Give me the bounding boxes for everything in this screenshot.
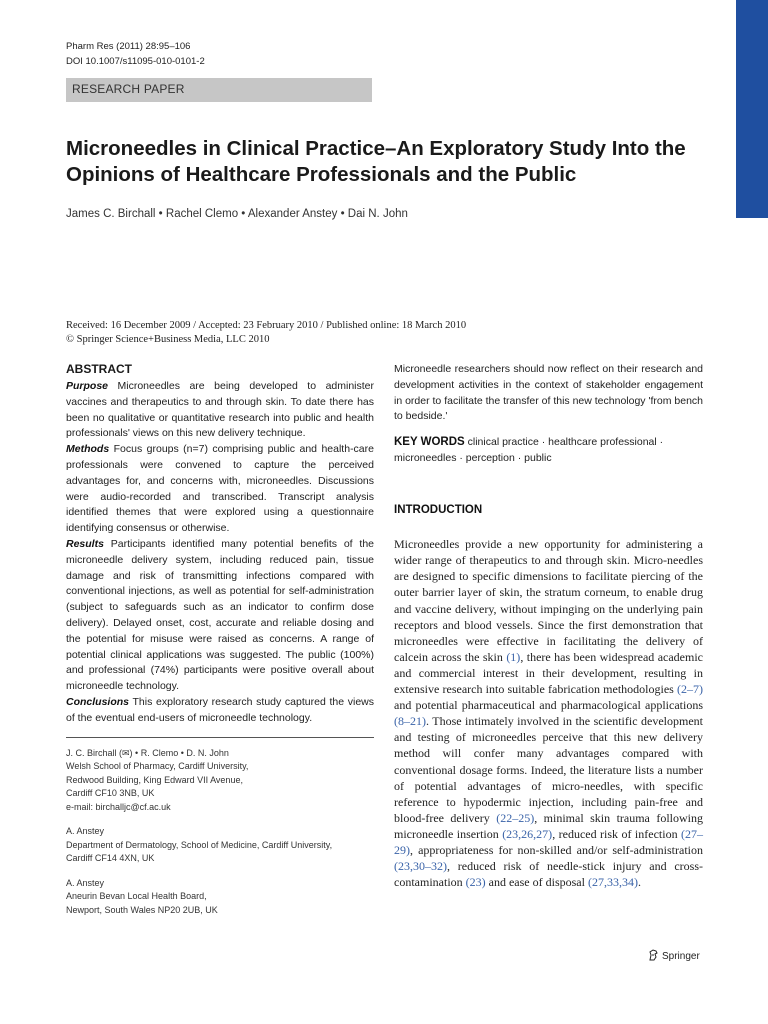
affiliation-block [66,747,374,815]
abstract-conclusions [66,695,374,727]
keywords [394,435,703,466]
affiliation-block [66,877,374,918]
right-column [394,362,703,890]
citation-link[interactable]: (23) [465,875,486,890]
citation-link[interactable]: (2–7) [677,682,703,697]
introduction-text: and potential pharmaceutical and pharmacological applications [394,698,703,713]
springer-horse-icon [648,949,659,964]
keywords-list: clinical practice · healthcare professional · microneedles · perception · public [394,436,664,464]
affiliation-line: A. Anstey [66,877,105,888]
introduction-text: and ease of disposal [485,875,588,890]
article-type-banner [66,78,372,102]
author-list: James C. Birchall • Rachel Clemo • Alexander Anstey • Dai N. John [66,208,408,220]
paper-title: Microneedles in Clinical Practice–An Exploratory Study Into the Opinions of Healthcare Professionals and the Public [66,137,686,186]
journal-side-tab [736,0,768,218]
introduction-text: . [637,875,641,890]
received-dates: Received: 16 December 2009 / Accepted: 23 February 2010 / Published online: 18 March 2010 [66,320,467,331]
journal-citation: Pharm Res (2011) 28:95–106 [66,41,191,52]
springer-footer [648,949,700,964]
introduction-text: , minimal skin trauma following microneedle insertion [394,810,703,841]
introduction-text: , appropriateness for non-skilled and/or self-administration [410,842,703,857]
abstract-label: Purpose [66,380,109,392]
citation-link[interactable]: (27–29) [394,826,704,857]
email-link[interactable]: e-mail: birchalljc@cf.ac.uk [66,801,171,812]
citation-link[interactable]: (22–25) [496,810,535,825]
abstract-label: Conclusions [66,695,130,708]
publication-dates [66,319,706,347]
publisher-name: Springer [662,951,700,962]
citation-link[interactable]: (1) [506,649,521,664]
article-type-label: RESEARCH PAPER [72,82,185,96]
abstract-text: Microneedles are being developed to administer vaccines and therapeutics to and through skin. To date there has been no qualitative or quantitative research into public and health professionals' views on this new delivery technique. [66,380,374,440]
affiliation-line: Welsh School of Pharmacy, Cardiff University, [66,761,249,772]
affiliation-line: Aneurin Bevan Local Health Board, [66,891,207,902]
abstract-text: Focus groups (n=7) comprising public and health-care professionals were convened to capture the perceived advantages for, and concerns with, microneedles. Discussions were audio-recorded and transcribed. Transcript analysis identified themes that were explored using a questionnaire identifying consensus or otherwise. [66,443,374,535]
introduction-body [394,536,703,890]
abstract-label: Methods [66,443,110,456]
abstract-text: Participants identified many potential benefits of the microneedle delivery system, including reduced pain, tissue damage and risk of transmitting infections compared with conventional injections, as well as potential for self-administration (subject to safeguards such as an indicator to confirm dose delivery). Delayed onset, cost, accurate and reliable dosing and the potential for misuse were raised as concerns. A range of potential clinical applications was suggested. The public (100%) and professional (74%) participants were positive overall about microneedle technology. [66,537,374,693]
citation-link[interactable]: (23,30–32) [394,859,447,874]
affiliation-line: Newport, South Wales NP20 2UB, UK [66,904,218,915]
abstract-continuation: Microneedle researchers should now reflect on their research and development activities in the context of stakeholder engagement in order to facilitate the transfer of this new technology 'from bench to bedside.' [394,363,704,423]
affiliation-line: Department of Dermatology, School of Medicine, Cardiff University, [66,839,333,850]
affiliation-block [66,825,374,866]
introduction-heading: INTRODUCTION [394,504,483,517]
abstract-label: Results [66,537,104,550]
affiliation-line: Cardiff CF14 4XN, UK [66,853,155,864]
affiliation-line: A. Anstey [66,826,105,837]
abstract-results [66,537,374,695]
introduction-text: Microneedles provide a new opportunity for administering a wider range of therapeutics to and through skin. Micro-needles are designed to specific dimensions to facilitate piercing of the outer barrier layer of skin, the stratum corneum, to enable drug and vaccine delivery, without impinging on the underlying pain receptors and blood vessels. Since the first demonstration that microneedles were effective in facilitating the delivery of calcein across the skin [394,537,703,664]
affiliation-divider [66,737,374,738]
copyright-line: © Springer Science+Business Media, LLC 2010 [66,334,270,345]
left-column [66,362,374,928]
citation-link[interactable]: (8–21) [394,714,426,729]
doi[interactable]: DOI 10.1007/s11095-010-0101-2 [66,56,205,67]
keywords-heading: KEY WORDS [394,436,465,449]
citation-link[interactable]: (27,33,34) [587,875,638,890]
abstract-text: This exploratory research study captured the views of the eventual end-users of microneedle technology. [66,695,374,724]
affiliation-line: Cardiff CF10 3NB, UK [66,788,155,799]
introduction-text: , reduced risk of infection [552,826,682,841]
introduction-text: , reduced risk of needle-stick injury and cross-contamination [394,859,703,890]
introduction-text: . Those intimately involved in the scientific development and testing of microneedles perceive that this new delivery method will confer many advantages compared with conventional dosage forms. Indeed, the literature lists a number of potential advantages of micro-needles, with specific reference to hypodermic injection, including pain-free and blood-free delivery [394,714,703,825]
abstract-heading: ABSTRACT [66,362,132,376]
citation-link[interactable]: (23,26,27) [502,826,553,841]
abstract-methods [66,442,374,537]
affiliation-line: Redwood Building, King Edward VII Avenue, [66,774,243,785]
affiliation-line: J. C. Birchall (✉) • R. Clemo • D. N. John [66,747,229,758]
abstract-purpose [66,379,374,442]
introduction-text: , there has been widespread academic and commercial interest in their development, resulting in extensive research into suitable fabrication methodologies [394,649,703,697]
